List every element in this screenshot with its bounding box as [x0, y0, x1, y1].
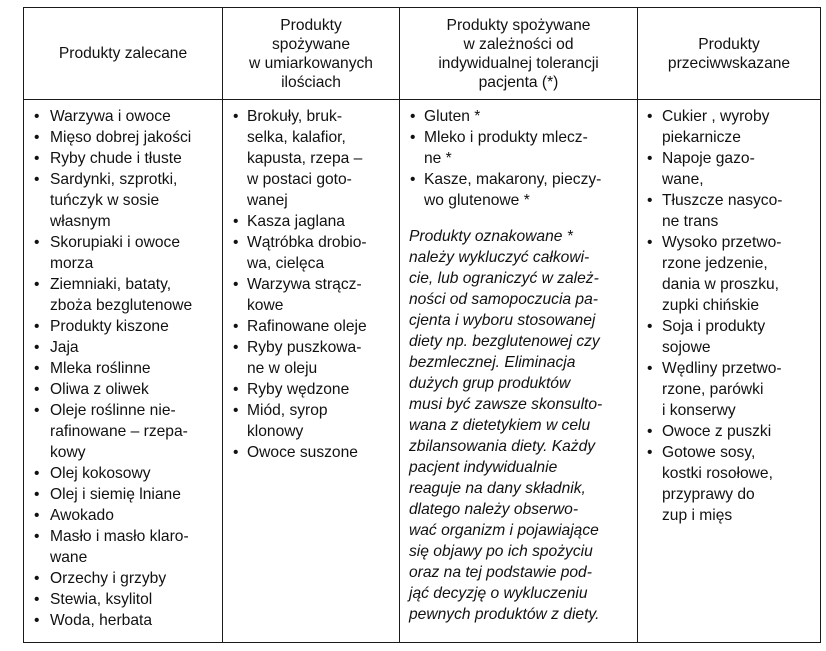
list-item: • Gotowe sosy, kostki rosołowe, przyprawy do zup i mięs: [638, 442, 820, 526]
list-item: • Kasza jaglana: [223, 211, 399, 232]
header-tolerance: [400, 8, 638, 100]
list-item: • Warzywa i owoce: [24, 106, 222, 127]
list-item: • Rafinowane oleje: [223, 316, 399, 337]
recommended-cell: [24, 100, 223, 643]
header-recommended-label: Produkty zalecane: [58, 45, 188, 62]
list-item: • Mięso dobrej jakości: [24, 127, 222, 148]
list-item: • Woda, herbata: [24, 610, 222, 631]
list-item: • Jaja: [24, 337, 222, 358]
list-item: • Awokado: [24, 505, 222, 526]
list-item: • Owoce z puszki: [638, 421, 820, 442]
list-item: • Produkty kiszone: [24, 316, 222, 337]
list-item: • Cukier , wyroby piekarnicze: [638, 106, 820, 148]
contraindicated-list: [638, 106, 820, 526]
list-item: • Masło i masło klaro- wane: [24, 526, 222, 568]
header-tolerance-label: Produkty spożywane w zależności od indywidualnej tolerancji pacjenta (*): [438, 16, 599, 91]
diet-products-table: [23, 7, 821, 643]
list-item: • Ryby wędzone: [223, 379, 399, 400]
list-item: • Brokuły, bruk- selka, kalafior, kapusta, rzepa – w postaci goto- wanej: [223, 106, 399, 211]
list-item: • Oliwa z oliwek: [24, 379, 222, 400]
tolerance-note: Produkty oznakowane * należy wykluczyć całkowi- cie, lub ograniczyć w zależ- ności od samopoczucia pa- cjenta i wyboru stosowanej diety np. bezglutenowej czy bezmlecznej. Eliminacja dużych grup produktów musi być zawsze skonsulto- wana z dietetykiem w celu zbilansowania diety. Każdy pacjent indywidualnie reaguje na dany składnik, dlatego należy obserwo- wać organizm i pojawiające się objawy po ich spożyciu oraz na tej podstawie pod- jąć decyzję o wykluczeniu pewnych produktów z diety.: [409, 228, 603, 623]
list-item: • Mleka roślinne: [24, 358, 222, 379]
content-row: [24, 100, 821, 643]
list-item: • Wysoko przetwo- rzone jedzenie, dania w proszku, zupki chińskie: [638, 232, 820, 316]
list-item: • Ryby puszkowa- ne w oleju: [223, 337, 399, 379]
header-contraindicated-label: Produkty przeciwwskazane: [667, 35, 791, 72]
list-item: • Kasze, makarony, pieczy- wo glutenowe *: [400, 169, 637, 211]
tolerance-cell: [400, 100, 638, 643]
list-item: • Miód, syrop klonowy: [223, 400, 399, 442]
header-moderate: [223, 8, 400, 100]
header-row: [24, 8, 821, 100]
list-item: • Napoje gazo- wane,: [638, 148, 820, 190]
list-item: • Olej i siemię lniane: [24, 484, 222, 505]
list-item: • Sardynki, szprotki, tuńczyk w sosie własnym: [24, 169, 222, 232]
list-item: • Wątróbka drobio- wa, cielęca: [223, 232, 399, 274]
list-item: • Tłuszcze nasyco- ne trans: [638, 190, 820, 232]
list-item: • Gluten *: [400, 106, 637, 127]
list-item: • Stewia, ksylitol: [24, 589, 222, 610]
list-item: • Orzechy i grzyby: [24, 568, 222, 589]
list-item: • Olej kokosowy: [24, 463, 222, 484]
list-item: • Owoce suszone: [223, 442, 399, 463]
tolerance-list: [400, 106, 637, 211]
list-item: • Oleje roślinne nie- rafinowane – rzepa- kowy: [24, 400, 222, 463]
recommended-list: [24, 106, 222, 631]
list-item: • Mleko i produkty mlecz- ne *: [400, 127, 637, 169]
list-item: • Ziemniaki, bataty, zboża bezglutenowe: [24, 274, 222, 316]
list-item: • Wędliny przetwo- rzone, parówki i konserwy: [638, 358, 820, 421]
moderate-cell: [223, 100, 400, 643]
header-contraindicated: [638, 8, 821, 100]
header-moderate-label: Produkty spożywane w umiarkowanych ilościach: [249, 16, 373, 91]
list-item: • Soja i produkty sojowe: [638, 316, 820, 358]
contraindicated-cell: [638, 100, 821, 643]
list-item: • Ryby chude i tłuste: [24, 148, 222, 169]
list-item: • Warzywa strącz- kowe: [223, 274, 399, 316]
header-recommended: [24, 8, 223, 100]
moderate-list: [223, 106, 399, 463]
list-item: • Skorupiaki i owoce morza: [24, 232, 222, 274]
